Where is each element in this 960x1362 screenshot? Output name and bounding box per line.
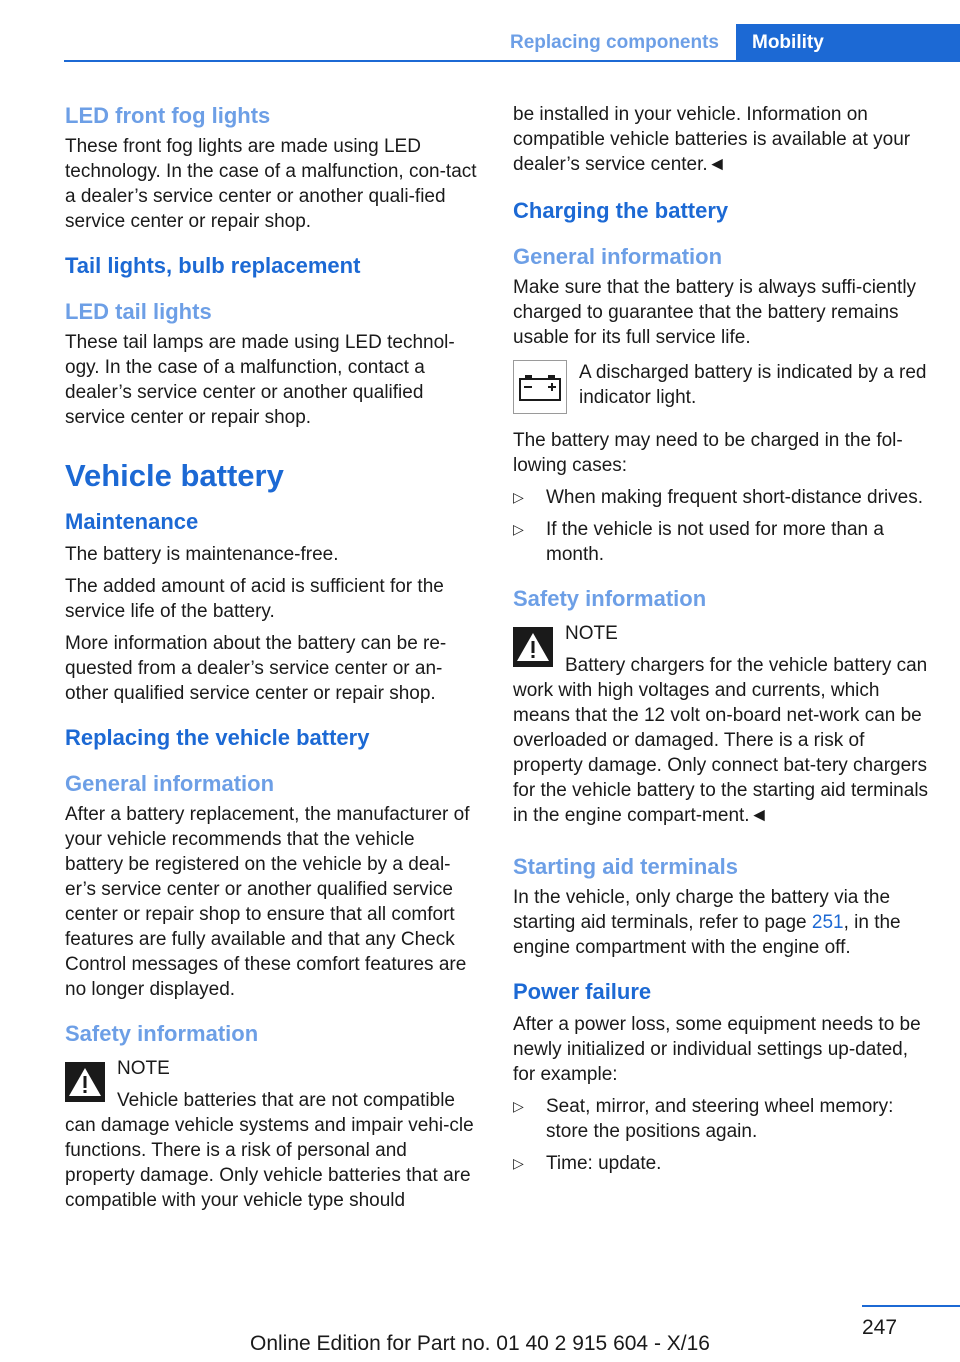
- warning-icon: [65, 1062, 105, 1102]
- warning-icon: [513, 627, 553, 667]
- left-column: [65, 102, 477, 1226]
- note-title: NOTE: [565, 623, 618, 644]
- edition-footer: Online Edition for Part no. 01 40 2 915 604 - X/16: [250, 1332, 710, 1355]
- page-header: [510, 24, 960, 61]
- section-title: Replacing components: [509, 31, 719, 53]
- heading-general-info-right: General information: [513, 244, 723, 269]
- paragraph-indicator: A discharged battery is indicated by a red indicator light.: [579, 362, 927, 408]
- bullet-icon: ▷: [513, 1098, 524, 1114]
- note-text: Battery chargers for the vehicle battery can work with high voltages and currents, which means that the 12 volt on-board net-work can be overloaded or damaged. There is a risk of property damage. Only connect bat-tery chargers for the vehicle battery to the starting aid terminals in the engine compart-ment.◄: [513, 655, 929, 826]
- paragraph-maintenance-3: More information about the battery can be re-quested from a dealer’s service center or an-other qualified service center or repair shop.: [65, 633, 447, 704]
- bullet-icon: ▷: [513, 521, 524, 537]
- note-battery-chargers: [513, 621, 929, 835]
- heading-vehicle-battery: Vehicle battery: [65, 458, 284, 493]
- list-item: ▷ If the vehicle is not used for more than a month.: [513, 519, 884, 565]
- power-failure-list: [513, 1094, 929, 1176]
- charge-cases-list: [513, 485, 929, 567]
- list-item: ▷ Seat, mirror, and steering wheel memory: store the positions again.: [513, 1096, 894, 1142]
- paragraph-maintenance-1: The battery is maintenance-free.: [65, 544, 339, 565]
- list-item: ▷ Time: update.: [513, 1153, 662, 1174]
- page-link[interactable]: 251: [811, 912, 844, 933]
- heading-starting-aid-terminals: Starting aid terminals: [513, 854, 738, 879]
- paragraph-charge-cases: The battery may need to be charged in the fol-lowing cases:: [513, 430, 903, 476]
- page-number: 247: [862, 1316, 898, 1339]
- right-column: [513, 102, 929, 1184]
- bullet-icon: ▷: [513, 489, 524, 505]
- heading-safety-info-right: Safety information: [513, 586, 707, 611]
- heading-safety-info-left: Safety information: [65, 1021, 259, 1046]
- heading-power-failure: Power failure: [513, 979, 652, 1004]
- chapter-tab: Mobility: [736, 24, 960, 61]
- note-text: Vehicle batteries that are not compatible can damage vehicle systems and impair vehi-cle functions. There is a risk of personal and property damage. Only vehicle batteries that are compatible with your vehicle type should: [65, 1090, 474, 1211]
- heading-led-fog-lights: LED front fog lights: [65, 103, 271, 128]
- paragraph-general-info-left: After a battery replacement, the manufacturer of your vehicle recommends that the vehicle battery be registered on the vehicle by a deal-er’s service center or another qualified service center or repair shop to ensure that all comfort features are fully available and that any Check Control messages of these comfort features are no longer displayed.: [65, 804, 470, 1000]
- battery-indicator-icon: [513, 360, 567, 414]
- note-title: NOTE: [117, 1058, 170, 1079]
- paragraph-power-failure: After a power loss, some equipment needs to be newly initialized or individual settings up-dated, for example:: [513, 1014, 921, 1085]
- heading-tail-lights: Tail lights, bulb replacement: [65, 253, 361, 278]
- paragraph-fog-lights: These front fog lights are made using LED technology. In the case of a malfunction, con-tact a dealer’s service center or another quali-fied service center or repair shop.: [65, 136, 477, 232]
- note-compatible-batteries: [65, 1056, 477, 1220]
- heading-maintenance: Maintenance: [65, 509, 199, 534]
- paragraph-continued: be installed in your vehicle. Information on compatible vehicle batteries is available at your dealer’s service center.◄: [513, 104, 911, 175]
- heading-charging-battery: Charging the battery: [513, 198, 729, 223]
- bullet-icon: ▷: [513, 1155, 524, 1171]
- paragraph-maintenance-2: The added amount of acid is sufficient for the service life of the battery.: [65, 576, 444, 622]
- heading-led-tail-lights: LED tail lights: [65, 299, 212, 324]
- heading-replacing-battery: Replacing the vehicle battery: [65, 725, 370, 750]
- indicator-info: [513, 360, 929, 418]
- heading-general-info-left: General information: [65, 771, 275, 796]
- paragraph-tail-lights: These tail lamps are made using LED technol-ogy. In the case of a malfunction, contact a dealer’s service center or another qualified service center or repair shop.: [65, 332, 455, 428]
- footer-rule: [862, 1305, 960, 1307]
- list-item: ▷ When making frequent short-distance drives.: [513, 487, 924, 508]
- paragraph-general-info-right: Make sure that the battery is always suffi-ciently charged to guarantee that the battery remains usable for its full service life.: [513, 277, 917, 348]
- paragraph-starting-aid: In the vehicle, only charge the battery via the starting aid terminals, refer to page 251, in the engine compartment with the engine off.: [513, 887, 901, 958]
- header-rule: [64, 60, 960, 62]
